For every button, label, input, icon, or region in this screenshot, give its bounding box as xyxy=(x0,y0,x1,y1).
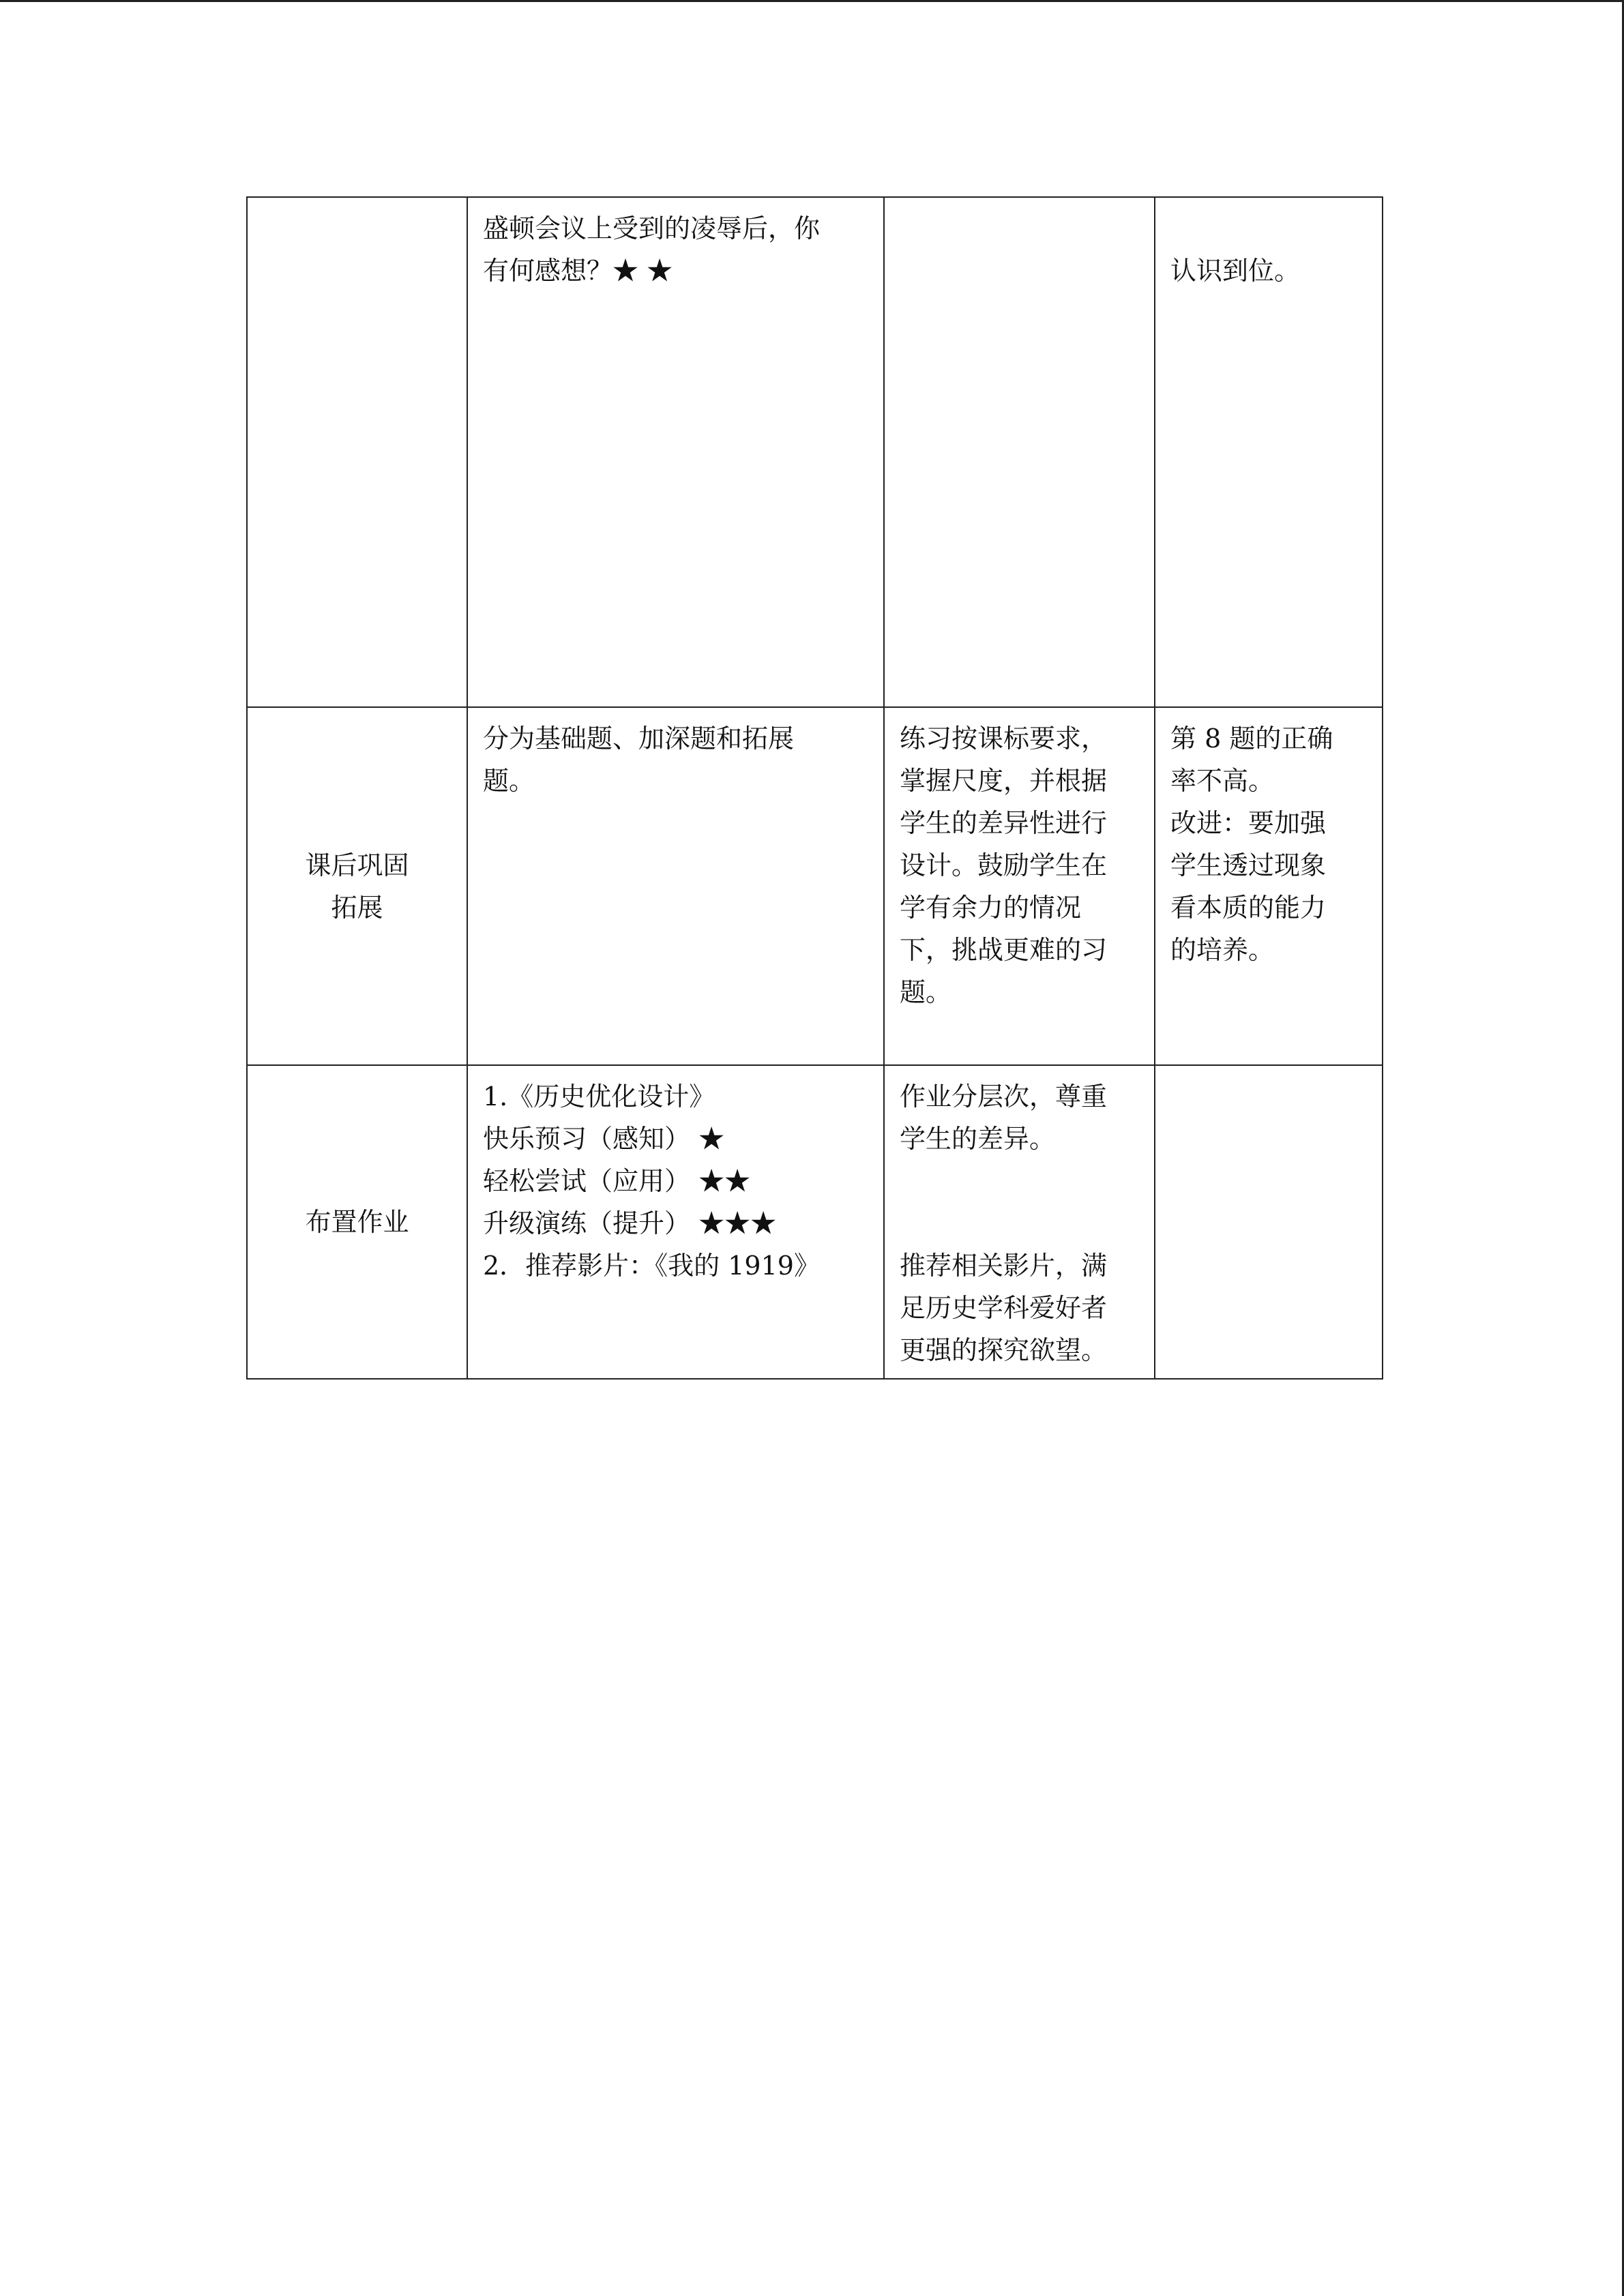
reflection-line: 率不高。 xyxy=(1170,766,1275,796)
lesson-plan-table xyxy=(246,196,1383,1380)
reflection-cell xyxy=(1155,197,1383,707)
reflection-line: 学生透过现象 xyxy=(1170,850,1327,880)
activity-cell xyxy=(467,1065,884,1379)
activity-cell xyxy=(467,707,884,1065)
activity-line: 有何感想？★ ★ xyxy=(483,256,673,286)
table-row xyxy=(247,197,1383,707)
section-title-line: 布置作业 xyxy=(305,1207,409,1237)
cell-spacer xyxy=(1170,207,1367,250)
design-intent-line: 足历史学科爱好者 xyxy=(900,1293,1108,1323)
design-intent-line: 设计。鼓励学生在 xyxy=(900,850,1108,880)
cell-spacer xyxy=(900,1160,1139,1244)
reflection-text: 认识到位。 xyxy=(1170,256,1301,286)
table-row xyxy=(247,1065,1383,1379)
design-intent-line: 下，挑战更难的习 xyxy=(900,935,1108,965)
reflection-line: 第 8 题的正确 xyxy=(1170,724,1333,754)
design-intent-line: 练习按课标要求， xyxy=(900,724,1108,754)
activity-line: 盛顿会议上受到的凌辱后，你 xyxy=(483,213,821,243)
section-title-line: 拓展 xyxy=(331,892,383,923)
activity-line: 轻松尝试（应用） ★★ xyxy=(483,1166,751,1196)
reflection-line: 的培养。 xyxy=(1170,935,1275,965)
activity-line: 2．推荐影片：《我的 1919》 xyxy=(483,1251,820,1281)
design-intent-line: 推荐相关影片，满 xyxy=(900,1251,1108,1281)
reflection-line: 改进：要加强 xyxy=(1170,808,1327,838)
reflection-line: 看本质的能力 xyxy=(1170,893,1327,923)
activity-line: 1.《历史优化设计》 xyxy=(483,1082,715,1112)
design-intent-line: 学生的差异。 xyxy=(900,1124,1056,1154)
design-intent-line: 掌握尺度，并根据 xyxy=(900,766,1108,796)
design-intent-cell xyxy=(884,197,1155,707)
page-top-border xyxy=(0,0,1624,2)
table-row xyxy=(247,707,1383,1065)
section-cell xyxy=(247,1065,467,1379)
design-intent-line: 题。 xyxy=(900,977,952,1007)
design-intent-line: 更强的探究欲望。 xyxy=(900,1335,1108,1365)
activity-cell xyxy=(467,197,884,707)
section-cell xyxy=(247,197,467,707)
design-intent-cell xyxy=(884,1065,1155,1379)
design-intent-cell xyxy=(884,707,1155,1065)
activity-line: 快乐预习（感知） ★ xyxy=(483,1124,725,1154)
section-title-line: 课后巩固 xyxy=(305,850,409,880)
reflection-cell xyxy=(1155,1065,1383,1379)
activity-line: 升级演练（提升） ★★★ xyxy=(483,1208,777,1238)
activity-line: 分为基础题、加深题和拓展 xyxy=(483,724,795,754)
design-intent-line: 学生的差异性进行 xyxy=(900,808,1108,838)
activity-line: 题。 xyxy=(483,766,535,796)
design-intent-line: 作业分层次，尊重 xyxy=(900,1082,1108,1112)
design-intent-line: 学有余力的情况 xyxy=(900,893,1082,923)
reflection-cell xyxy=(1155,707,1383,1065)
section-cell xyxy=(247,707,467,1065)
